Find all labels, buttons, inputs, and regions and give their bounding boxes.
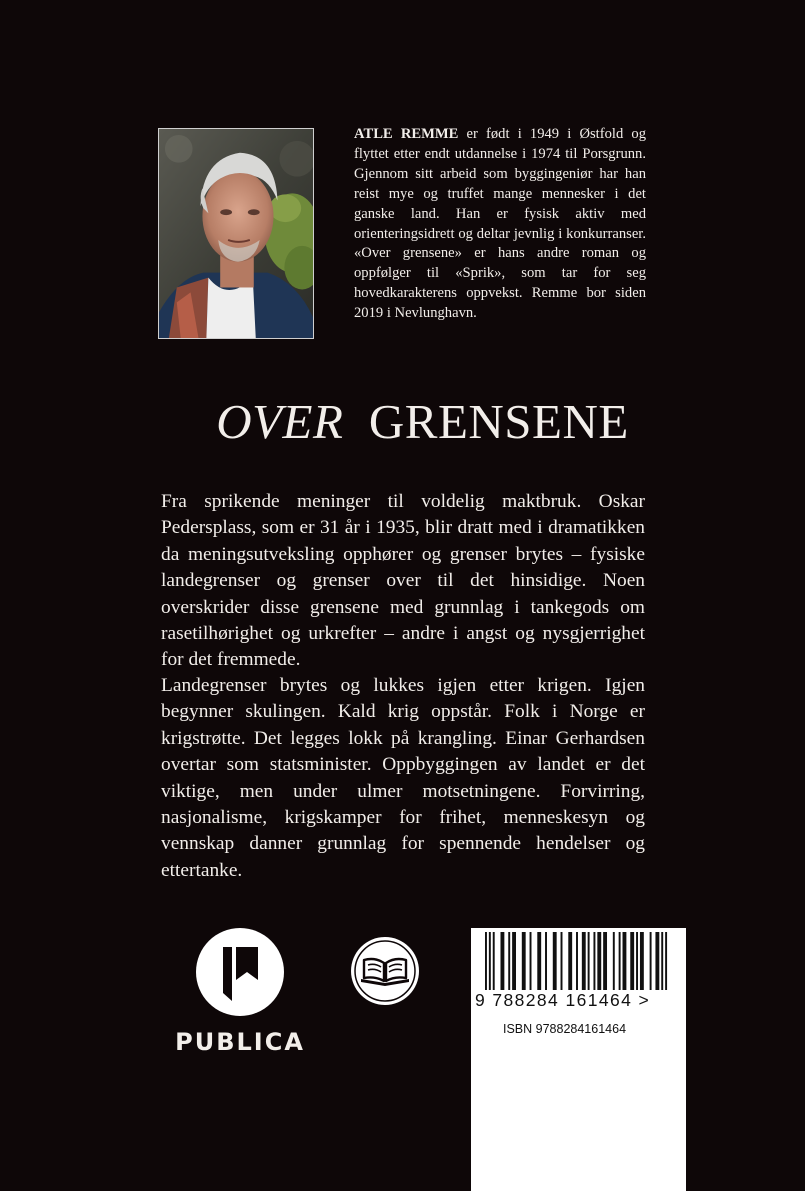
barcode-bar <box>603 932 607 990</box>
book-title-second-word: GRENSENE <box>368 394 629 449</box>
barcode-bar <box>619 932 621 990</box>
barcode-bar <box>597 932 601 990</box>
author-portrait-image <box>159 129 313 338</box>
barcode-bar <box>522 932 526 990</box>
barcode-bar <box>582 932 586 990</box>
barcode-bar <box>561 932 563 990</box>
barcode-bar <box>530 932 532 990</box>
barcode-bar <box>665 932 667 990</box>
barcode-bar <box>593 932 595 990</box>
barcode-bars <box>485 932 669 990</box>
barcode-bar <box>489 932 491 990</box>
author-bio <box>354 125 646 324</box>
isbn-label: ISBN 9788284161464 <box>503 1022 627 1036</box>
barcode-bar <box>537 932 541 990</box>
barcode-bar <box>613 932 615 990</box>
barcode-bar <box>630 932 634 990</box>
barcode-bar <box>588 932 590 990</box>
barcode-bar <box>553 932 557 990</box>
barcode-bar <box>661 932 663 990</box>
description-paragraph-2: Landegrenser brytes og lukkes igjen etter krigen. Igjen begynner skulingen. Kald krig oppstår. Folk i Norge er krigstrøtte. Det legges lokk på krangling. Einar Gerhardsen overtar som statsminister. Oppbyggingen av landet er det viktige, men under ulmer motsetningene. Forvirring, nasjonalisme, krigskamper for frihet, menneskesyn og vennskap danner grunnlag for spennende hendelser og ettertanke. <box>161 675 645 881</box>
barcode-bar <box>512 932 516 990</box>
author-name: ATLE REMME <box>354 126 459 142</box>
barcode-bar <box>568 932 572 990</box>
publisher-name: PUBLICA <box>175 1028 305 1056</box>
barcode-digits: 9 788284 161464 > <box>475 990 651 1010</box>
author-bio-text: er født i 1949 i Østfold og flyttet etter endt utdannelse i 1974 til Porsgrunn. Gjennom sitt arbeid som byggingeniør har han reist mye og truffet mange mennesker i det ganske land. Han er fysisk aktiv med orienteringsidrett og deltar jevnlig i konkurranser. «Over grensene» er hans andre roman og oppfølger til «Sprik», som tar for seg hovedkarakterens oppvekst. Remme bor siden 2019 i Nevlunghavn. <box>354 126 646 322</box>
barcode-bar <box>650 932 652 990</box>
barcode-bar <box>636 932 638 990</box>
barcode-bar <box>500 932 504 990</box>
barcode-panel <box>471 928 686 1191</box>
open-book-icon <box>349 935 421 1007</box>
barcode-bar <box>576 932 578 990</box>
book-title-first-word: OVER <box>216 394 344 449</box>
barcode-bar <box>493 932 495 990</box>
bookmark-circle-icon <box>196 928 284 1016</box>
barcode-bar <box>485 932 487 990</box>
barcode-bar <box>623 932 627 990</box>
description-paragraph-1: Fra sprikende meninger til voldelig maktbruk. Oskar Pedersplass, som er 31 år i 1935, blir dratt med i dramatikken da meningsutveksling opphører og grenser brytes – fysiske landegrenser og grenser over til det hinsidige. Noen overskrider disse grensene med grunnlag i tankegods om rasetilhørighet og urkrefter – andre i angst og nysgjerrighet for det fremmede. <box>161 491 645 671</box>
barcode-bar <box>640 932 644 990</box>
barcode-bar <box>655 932 659 990</box>
barcode-bar <box>545 932 547 990</box>
barcode-bar <box>508 932 510 990</box>
author-photo <box>158 128 314 339</box>
book-title <box>0 392 805 452</box>
